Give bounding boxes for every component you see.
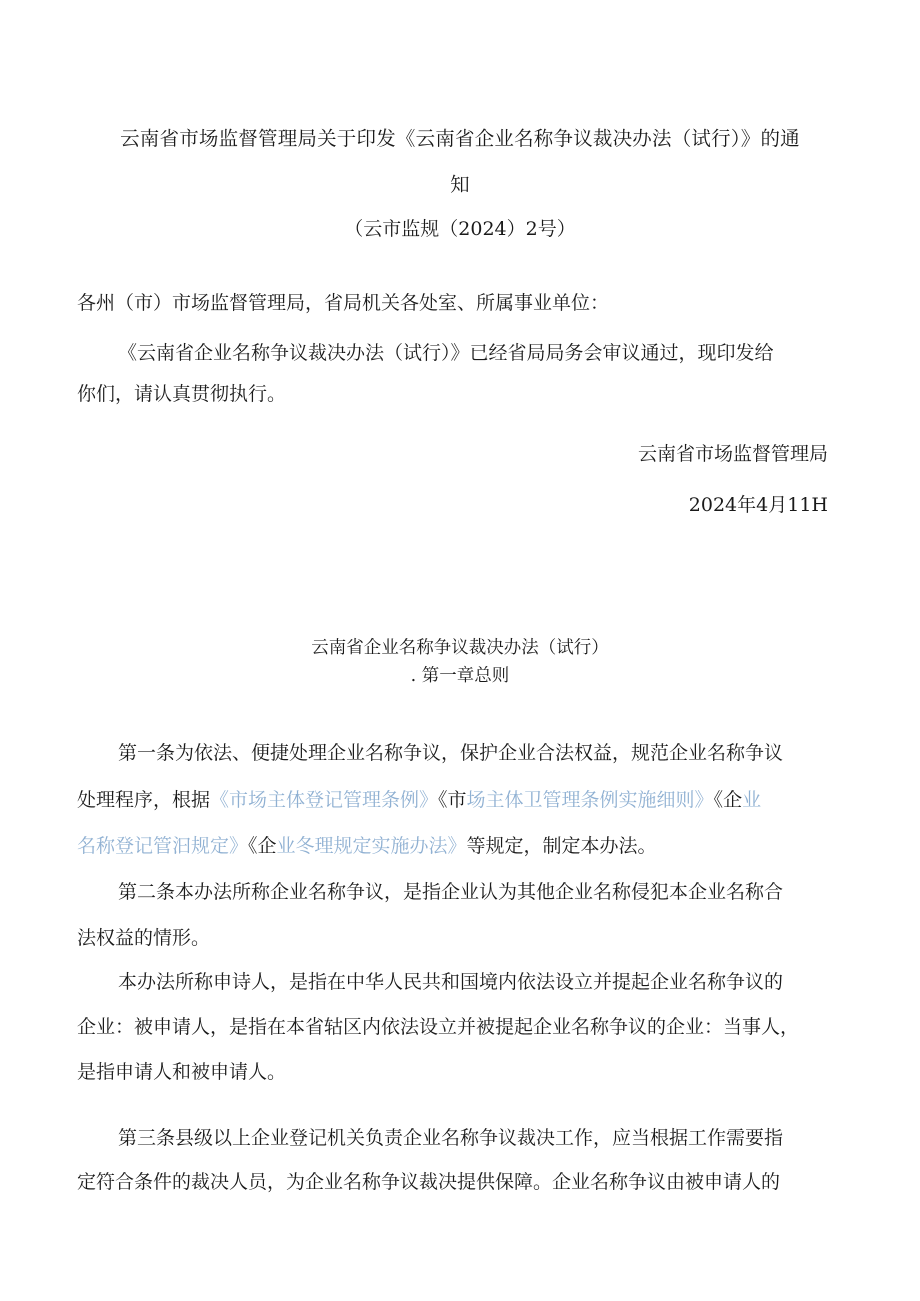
issue-date: 2024年4月11H: [688, 494, 828, 516]
article-1-line-1: 第一条为依法、便捷处理企业名称争议，保护企业合法权益，规范企业名称争议: [118, 742, 784, 764]
notice-title-line-2: 知: [450, 173, 470, 196]
article-3-line-2: 定符合条件的裁决人员，为企业名称争议裁决提供保障。企业名称争议由被申请人的: [77, 1171, 781, 1193]
reference-link[interactable]: 名称登记管汩规定》: [77, 835, 249, 857]
recipients: 各州（市）市场监督管理局，省局机关各处室、所属事业单位：: [77, 292, 610, 314]
notice-body-line-2: 你们，请认真贯彻执行。: [77, 383, 287, 405]
article-1-line-2: [77, 788, 761, 812]
article-1-text: 处理程序，根据: [77, 789, 211, 811]
article-2-line-3: 本办法所称申诗人，是指在中华人民共和国境内依法设立并提起企业名称争议的: [118, 971, 784, 993]
article-2-line-5: 是指申请人和被申请人。: [77, 1061, 287, 1083]
reference-link[interactable]: 《市场主体登记管理条例》: [210, 789, 439, 811]
reference-link-bracket: 《企: [248, 835, 277, 857]
reference-link[interactable]: 场主体卫管理条例实施细则》: [466, 789, 714, 811]
document-number: （云市监规（2024）2号）: [344, 218, 576, 240]
reference-link-bracket: 《市: [438, 789, 467, 811]
reference-link[interactable]: 业冬理规定实施办法》: [276, 835, 467, 857]
article-1-text: 等规定，制定本办法。: [466, 835, 657, 857]
reference-link[interactable]: 业: [742, 789, 762, 811]
article-3-line-1: 第三条县级以上企业登记机关负责企业名称争议裁决工作，应当根据工作需要指: [118, 1127, 784, 1149]
measures-title: 云南省企业名称争议裁决办法（试行）: [311, 638, 609, 658]
article-1-line-3: [77, 834, 657, 858]
article-2-line-2: 法权益的情形。: [77, 927, 211, 949]
issuer: 云南省市场监督管理局: [637, 443, 828, 465]
article-2-line-4: 企业：被申请人，是指在本省轱区内依法设立并被提起企业名称争议的企业：当事人，: [77, 1016, 800, 1038]
chapter-heading: . 第一章总则: [410, 666, 510, 686]
notice-body-line-1: 《云南省企业名称争议裁决办法（试行）》已经省局局务会审议通过，现印发给: [118, 342, 774, 364]
notice-title-line-1: 云南省市场监督管理局关于印发《云南省企业名称争议裁决办法（试行）》的通: [120, 127, 800, 150]
article-2-line-1: 第二条本办法所称企业名称争议，是指企业认为其他企业名称侵犯本企业名称合: [118, 881, 784, 903]
reference-link-bracket: 《企: [713, 789, 743, 811]
